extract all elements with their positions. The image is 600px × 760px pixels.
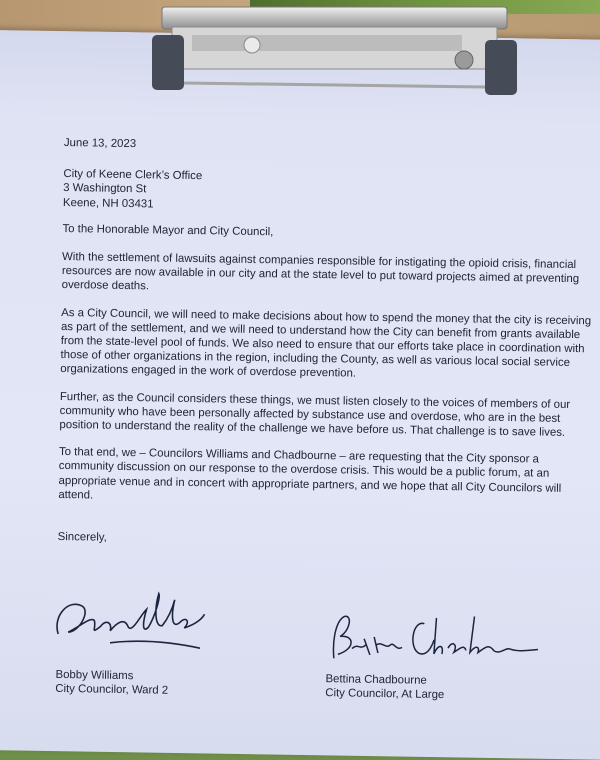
closing: Sincerely, — [57, 531, 107, 544]
recipient-address — [63, 167, 594, 218]
signer-williams — [55, 668, 168, 698]
address-line: Keene, NH 03431 — [62, 196, 154, 211]
signer-name: Bettina Chadbourne — [325, 673, 427, 687]
signer-title: City Councilor, At Large — [325, 687, 445, 702]
address-line: 3 Washington St — [63, 182, 147, 196]
signer-title: City Councilor, Ward 2 — [55, 683, 169, 697]
clipboard-clip-icon — [152, 5, 517, 95]
paragraph: To that end, we – Councilors Williams and Chadbourne – are requesting that the City sponsor a community discussion on our response to the overdose crisis. This would be a public forum, at an appropriate venue and in concert with appropriate partners, and we hope that all City Councilors will attend. — [58, 446, 562, 502]
letter-body — [55, 136, 594, 702]
signer-name: Bobby Williams — [55, 668, 134, 683]
paragraph: Further, as the Council considers these things, we must listen closely to the voices of members of our community who have been personally affected by substance use and overdose, who are in the best position to understand the reality of the challenge we have before us. That challenge is to save lives. — [59, 390, 571, 439]
signature-chadbourne — [324, 608, 545, 671]
signature-williams — [50, 586, 211, 659]
letter-date: June 13, 2023 — [63, 136, 137, 151]
paragraph: As a City Council, we will need to make decisions about how to spend the money that the city is receiving as part of the settlement, and we will need to understand how the City can benefit from grants available from the state-level pool of funds. We also need to ensure that our efforts take place in coordination with those of other organizations in the region, including the County, as well as various local social service organizations engaged in the work of overdose prevention. — [60, 306, 592, 381]
salutation: To the Honorable Mayor and City Council, — [62, 222, 274, 239]
signer-chadbourne — [325, 672, 444, 702]
address-line: City of Keene Clerk’s Office — [63, 168, 203, 183]
signature-block — [55, 586, 587, 714]
paragraph: With the settlement of lawsuits against companies responsible for instigating the opioid crisis, financial resources are now available in our city and at the state level to put toward projects aimed at preventing overdose deaths. — [61, 251, 580, 293]
